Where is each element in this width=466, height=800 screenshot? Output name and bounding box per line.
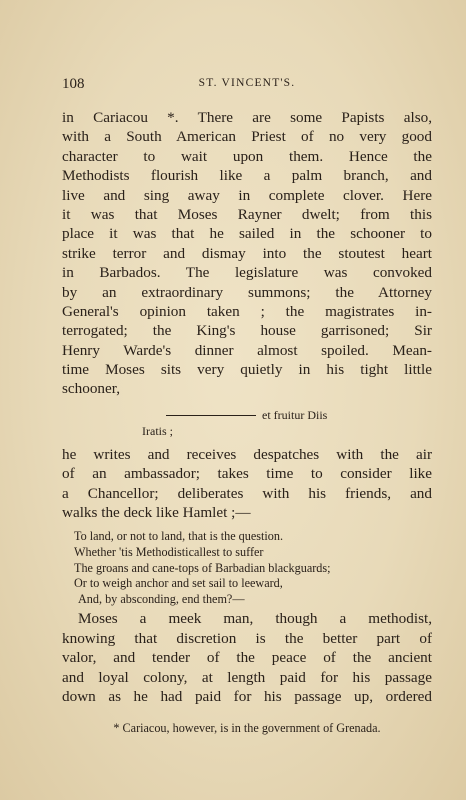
quote-dash-rule xyxy=(166,415,256,416)
latin-quotation xyxy=(62,408,432,440)
footnote: * Cariacou, however, is in the government of Grenada. xyxy=(113,721,381,735)
text-line: place it was that he sailed in the schooner to xyxy=(62,225,432,243)
text-line: General's opinion taken ; the magistrates in- xyxy=(62,302,432,320)
text-line: by an extraordinary summons; the Attorney xyxy=(62,283,432,301)
text-line: it was that Moses Rayner dwelt; from this xyxy=(62,205,432,223)
page-number: 108 xyxy=(62,76,85,92)
paragraph-2 xyxy=(62,445,432,523)
text-line: live and sing away in complete clover. Here xyxy=(62,186,432,204)
text-line: terrogated; the King's house garrisoned; Sir xyxy=(62,322,432,340)
text-line: character to wait upon them. Hence the xyxy=(62,147,432,165)
verse-parody xyxy=(62,529,432,607)
text-line: of an ambassador; takes time to consider like xyxy=(62,465,432,483)
text-line: Henry Warde's dinner almost spoiled. Mean- xyxy=(62,341,432,359)
text-line: down as he had paid for his passage up, ordered xyxy=(62,687,432,705)
text-line: schooner, xyxy=(62,380,121,398)
text-line: Methodists flourish like a palm branch, and xyxy=(62,167,432,185)
verse-line: The groans and cane-tops of Barbadian blackguards; xyxy=(74,560,331,575)
text-line: and loyal colony, at length paid for his passage xyxy=(62,668,432,686)
text-line: time Moses sits very quietly in his tight little xyxy=(62,361,432,379)
text-line: with a South American Priest of no very good xyxy=(62,128,432,146)
text-line: Moses a meek man, though a methodist, xyxy=(78,610,432,628)
verse-line: To land, or not to land, that is the question. xyxy=(74,529,284,544)
running-head: ST. VINCENT'S. xyxy=(198,77,296,89)
text-line: strike terror and dismay into the stoutest heart xyxy=(62,244,432,262)
paragraph-1 xyxy=(62,108,432,399)
text-line: valor, and tender of the peace of the ancient xyxy=(62,649,432,667)
text-line: walks the deck like Hamlet ;— xyxy=(62,504,251,522)
verse-line: And, by absconding, end them?— xyxy=(78,591,245,606)
text-line: he writes and receives despatches with the air xyxy=(62,445,432,463)
text-line: a Chancellor; deliberates with his friends, and xyxy=(62,484,432,502)
text-line: in Cariacou *. There are some Papists also, xyxy=(62,109,432,126)
page-body xyxy=(62,108,432,706)
verse-line: Or to weigh anchor and set sail to leeward, xyxy=(74,576,283,591)
verse-line: Whether 'tis Methodisticallest to suffer xyxy=(74,545,264,560)
paragraph-3 xyxy=(62,609,432,706)
text-line: knowing that discretion is the better part of xyxy=(62,629,432,647)
page-header xyxy=(62,76,432,98)
quote-line: et fruitur Diis xyxy=(262,407,328,422)
text-line: in Barbados. The legislature was convoked xyxy=(62,264,432,282)
quote-line: Iratis ; xyxy=(142,423,173,438)
